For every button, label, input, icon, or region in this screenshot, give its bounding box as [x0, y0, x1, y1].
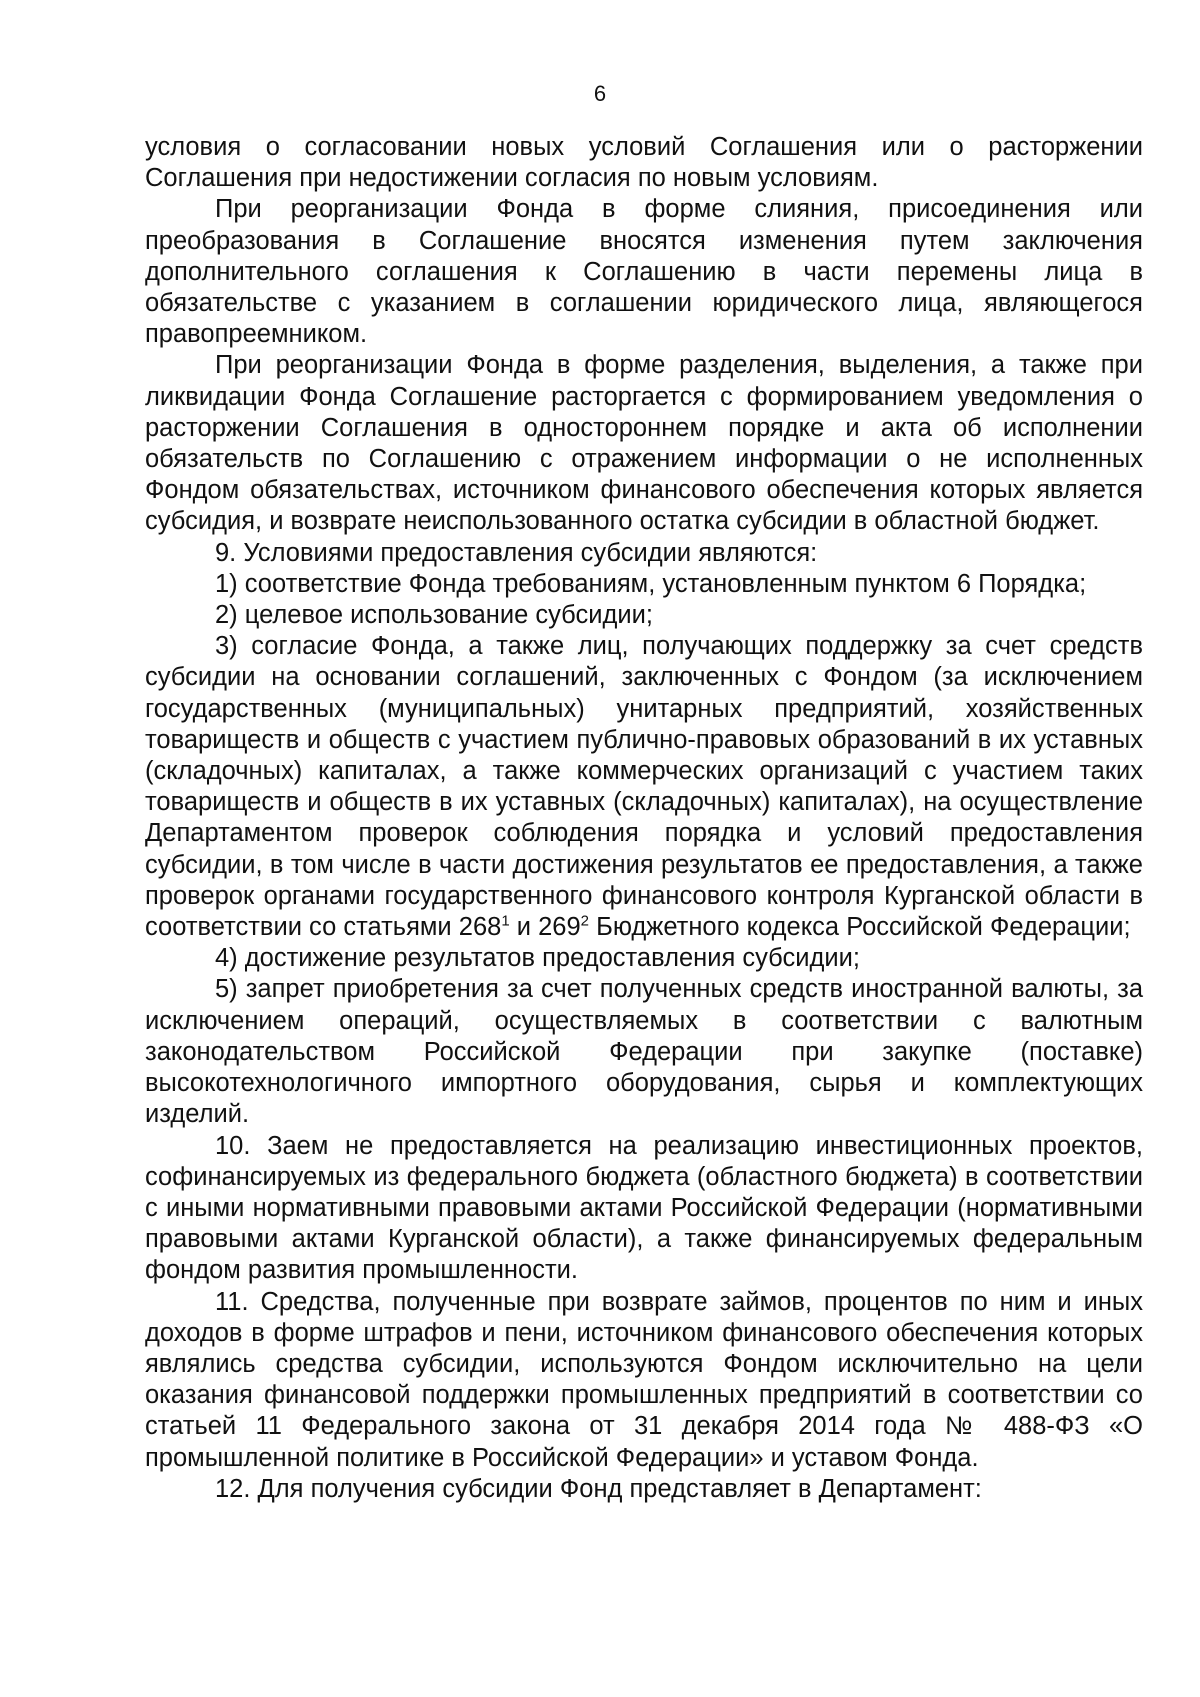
paragraph-11: 11. Средства, полученные при возврате займов, процентов по ним и иных доходов в форме штрафов и пени, источником финансового обеспечения которых являлись средства субсидии, используются Фондом исключительно на цели оказания финансовой поддержки промышленных предприятий в соответствии со статьей 11 Федерального закона от 31 декабря 2014 года № 488-ФЗ «О промышленной политике в Российской Федерации» и уставом Фонда. — [145, 1287, 1143, 1472]
paragraph-7 — [145, 631, 1143, 943]
paragraph-2: При реорганизации Фонда в форме слияния, присоединения или преобразования в Соглашение вносятся изменения путем заключения дополнительного соглашения к Соглашению в части перемены лица в обязательстве с указанием в соглашении юридического лица, являющегося правопреемником. — [145, 195, 1143, 349]
article-ref-joiner: и — [516, 913, 532, 942]
paragraph-9: 5) запрет приобретения за счет полученных средств иностранной валюты, за исключением операций, осуществляемых в соответствии с валютным законодательством Российской Федерации при закупке (поставке) высокотехнологичного импортного оборудования, сырья и комплектующих изделий. — [145, 975, 1143, 1129]
paragraph-3: При реорганизации Фонда в форме разделения, выделения, а также при ликвидации Фонда Соглашение расторгается с формированием уведомления о расторжении Соглашения в одностороннем порядке и акта об исполнении обязательств по Соглашению с отражением информации о не исполненных Фондом обязательствах, источником финансового обеспечения которых является субсидия, и возврате неиспользованного остатка субсидии в областной бюджет. — [145, 351, 1143, 536]
paragraph-5: 1) соответствие Фонда требованиям, установленным пунктом 6 Порядка; — [215, 569, 1087, 598]
paragraph-6: 2) целевое использование субсидии; — [215, 601, 653, 630]
article-ref-2: $269^2$ — [538, 912, 589, 942]
page-number: 6 — [593, 81, 607, 106]
article-ref-1-sup: 1 — [501, 912, 510, 930]
paragraph-12: 12. Для получения субсидии Фонд представляет в Департамент: — [215, 1474, 982, 1503]
document-body — [145, 132, 1143, 1505]
article-ref-2-sup: 2 — [580, 912, 589, 930]
article-ref-1: $268^1$ — [458, 912, 510, 942]
paragraph-10: 10. Заем не предоставляется на реализацию инвестиционных проектов, софинансируемых из федерального бюджета (областного бюджета) в соответствии с иными нормативными правовыми актами Российской Федерации (нормативными правовыми актами Курганской области), а также финансируемых федеральным фондом развития промышленности. — [145, 1131, 1143, 1285]
paragraph-7-text: 3) согласие Фонда, а также лиц, получающих поддержку за счет средств субсидии на основании соглашений, заключенных с Фондом (за исключением государственных (муниципальных) унитарных предприятий, хозяйственных товариществ и обществ с участием публично-правовых образований в их уставных (складочных) капиталах, а также коммерческих организаций с участием таких товариществ и обществ в их уставных (складочных) капиталах), на осуществление Департаментом проверок соблюдения порядка и условий предоставления субсидии, в том числе в части достижения результатов ее предоставления, а также проверок органами государственного финансового контроля Курганской области в соответствии со статьями — [145, 632, 1143, 942]
paragraph-1: условия о согласовании новых условий Соглашения или о расторжении Соглашения при недостижении согласия по новым условиям. — [145, 133, 1143, 193]
paragraph-8: 4) достижение результатов предоставления субсидии; — [215, 944, 860, 973]
paragraph-4: 9. Условиями предоставления субсидии являются: — [215, 538, 818, 567]
paragraph-7-ending: Бюджетного кодекса Российской Федерации; — [596, 913, 1131, 942]
